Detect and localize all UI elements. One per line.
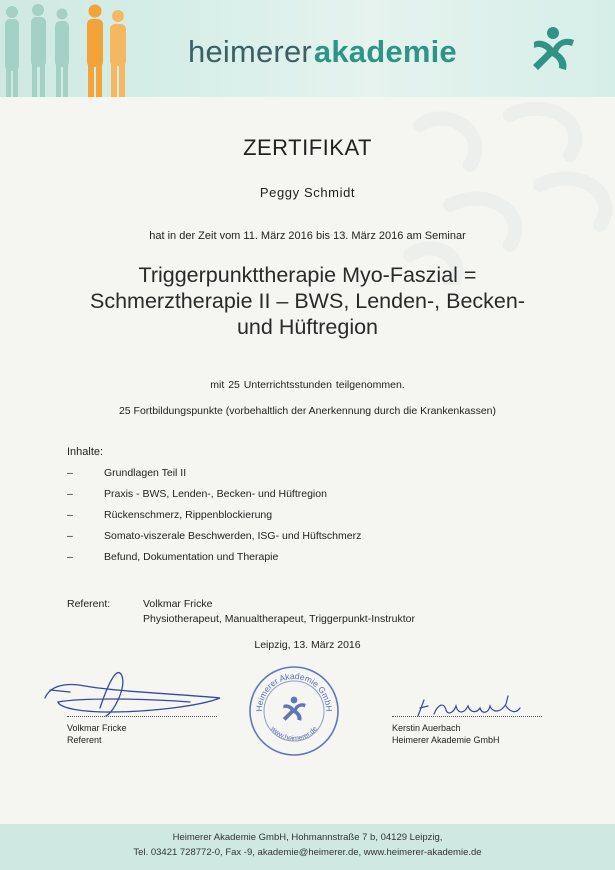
director-signature [410, 692, 530, 722]
list-item-text: Befund, Dokumentation und Therapie [104, 551, 279, 564]
heimerer-logo-icon [528, 24, 578, 72]
attendance-intro: hat in der Zeit vom 11. März 2016 bis 13. März 2016 am Seminar [149, 230, 466, 242]
seminar-title-line: Triggerpunkttherapie Myo-Faszial = [138, 263, 477, 287]
seminar-title-line: und Hüftregion [236, 315, 379, 339]
certificate-title: ZERTIFIKAT [243, 135, 372, 160]
footer-address: Heimerer Akademie GmbH, Hohmannstraße 7 b, 04129 Leipzig, [172, 832, 443, 843]
list-item-text: Rückenschmerz, Rippenblockierung [104, 508, 273, 521]
signatory-right-role: Heimerer Akademie GmbH [392, 735, 500, 745]
header-band [0, 0, 615, 97]
list-item [67, 462, 361, 483]
signatory-right [392, 722, 500, 746]
list-item-text: Somato-viszerale Beschwerden, ISG- und Hüftschmerz [104, 530, 362, 543]
signatory-left-role: Referent [67, 735, 102, 745]
stamp-text-top: Heimerer Akademie GmbH [253, 670, 335, 712]
contents-list [67, 462, 361, 568]
training-points: 25 Fortbildungspunkte (vorbehaltlich der Anerkennung durch die Krankenkassen) [118, 405, 497, 417]
list-dash: – [67, 487, 73, 500]
place-date: Leipzig, 13. März 2016 [254, 639, 361, 651]
seminar-title [30, 262, 585, 340]
list-item-text: Grundlagen Teil II [104, 466, 187, 479]
svg-text:www.heimerer.de [268, 725, 318, 743]
signatory-left-name: Volkmar Fricke [67, 723, 127, 733]
signature-line-right [392, 716, 542, 717]
signatory-left [67, 722, 127, 746]
footer-contact: Tel. 03421 728772-0, Fax -9, akademie@heimerer.de, www.heimerer-akademie.de [133, 847, 482, 858]
list-item [67, 483, 361, 504]
recipient-name: Peggy Schmidt [259, 185, 356, 200]
seminar-title-line: Schmerztherapie II – BWS, Lenden-, Becken- [90, 289, 525, 313]
list-dash: – [67, 466, 73, 479]
list-item [67, 526, 361, 547]
list-dash: – [67, 551, 73, 564]
list-item [67, 504, 361, 525]
signature-line-left [67, 716, 217, 717]
brand-wordmark-part2: akademie [313, 34, 457, 69]
brand-wordmark-part1: heimerer [188, 34, 312, 69]
list-dash: – [67, 530, 73, 543]
list-item-text: Praxis - BWS, Lenden-, Becken- und Hüftregion [104, 487, 327, 500]
signatory-right-name: Kerstin Auerbach [392, 723, 461, 733]
stamp-text-bottom: www.heimerer.de [269, 725, 319, 743]
referent-role: Physiotherapeut, Manualtherapeut, Triggerpunkt-Instruktor [143, 613, 415, 625]
list-item [67, 547, 361, 568]
teaching-hours: mit 25 Unterrichtsstunden teilgenommen. [210, 379, 405, 391]
contents-heading: Inhalte: [67, 446, 104, 458]
referent-name: Volkmar Fricke [143, 598, 213, 610]
company-stamp [248, 665, 340, 757]
people-silhouettes-graphic [0, 0, 135, 97]
referent-signature [40, 668, 230, 723]
list-dash: – [67, 508, 73, 521]
referent-label: Referent: [67, 598, 111, 610]
brand-wordmark [188, 34, 457, 70]
